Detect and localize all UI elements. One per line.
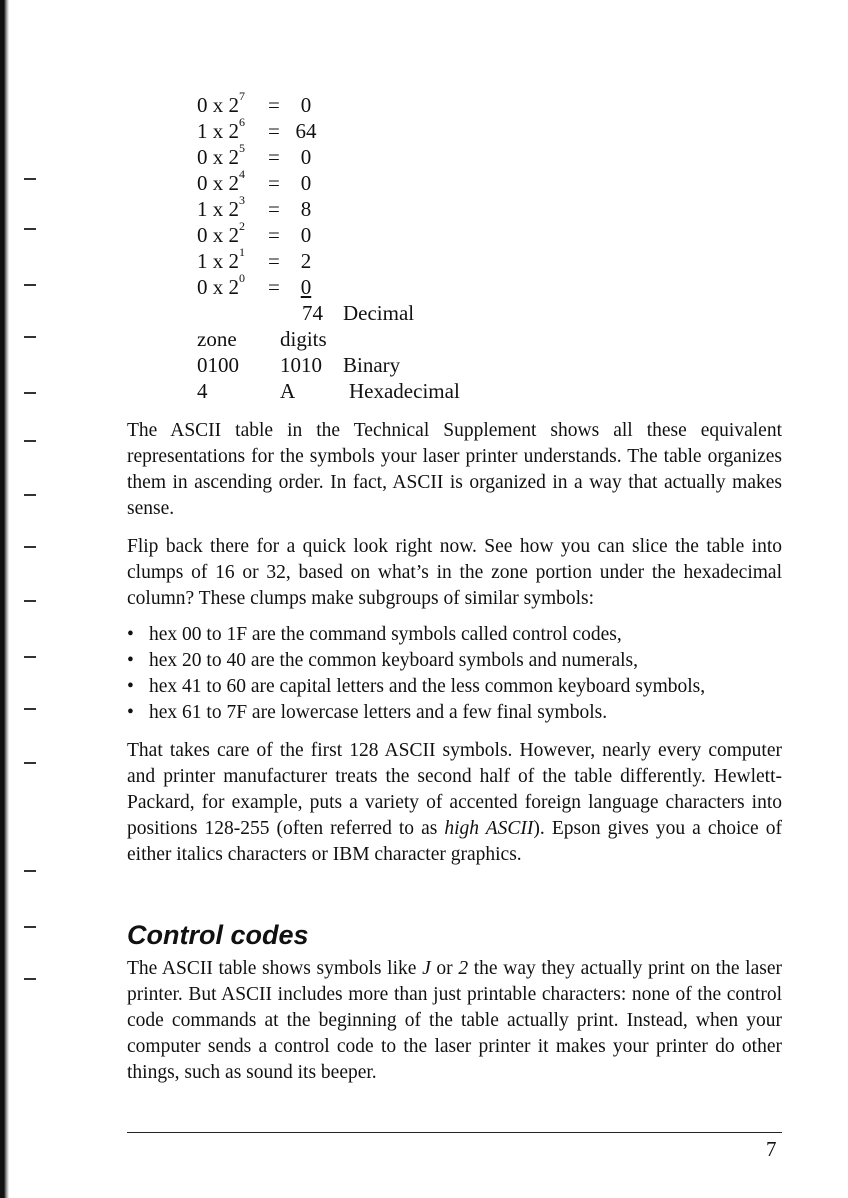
term-base: 0 x 2 — [197, 171, 239, 195]
text-run: or — [430, 958, 459, 979]
term-base: 1 x 2 — [197, 249, 239, 273]
margin-mark — [24, 978, 36, 980]
hex-range-list — [127, 622, 787, 726]
term-base: 1 x 2 — [197, 197, 239, 221]
power-term — [197, 193, 245, 222]
list-item: • hex 41 to 60 are capital letters and the less common keyboard symbols, — [127, 674, 787, 700]
equals-sign: = — [268, 119, 280, 143]
margin-mark — [24, 762, 36, 764]
term-exponent: 0 — [239, 271, 245, 285]
equals-sign: = — [268, 171, 280, 195]
margin-mark — [24, 284, 36, 286]
margin-mark — [24, 178, 36, 180]
term-exponent: 7 — [239, 89, 245, 103]
decimal-total: 74 — [302, 301, 323, 325]
power-term — [197, 167, 245, 196]
term-value: 64 — [295, 119, 317, 143]
power-term — [197, 89, 245, 118]
text-run: the way they actually print on the laser printer. But ASCII includes more than just printable characters: none of the control code commands at the beginning of the table actually print. Instead, when your computer sends a control code to the laser printer it makes your printer do other things, such as sound its beeper. — [127, 958, 782, 1083]
page-binding-edge — [0, 0, 9, 1198]
term-base: 0 x 2 — [197, 93, 239, 117]
term-exponent: 1 — [239, 245, 245, 259]
hex-label: Hexadecimal — [349, 379, 460, 403]
power-term — [197, 245, 245, 274]
term-base: 0 x 2 — [197, 275, 239, 299]
term-exponent: 2 — [239, 219, 245, 233]
term-value: 2 — [300, 249, 312, 273]
list-item: • hex 61 to 7F are lowercase letters and a few final symbols. — [127, 700, 787, 726]
term-value: 0 — [300, 275, 312, 299]
margin-mark — [24, 494, 36, 496]
power-term — [197, 141, 245, 170]
term-exponent: 5 — [239, 141, 245, 155]
margin-mark — [24, 392, 36, 394]
paragraph-flip-back: Flip back there for a quick look right now. See how you can slice the table into clumps of 16 or 32, based on what’s in the zone portion under the hexadecimal column? These clumps make subgroups of similar symbols: — [127, 536, 782, 609]
margin-mark — [24, 926, 36, 928]
binary-label: Binary — [343, 353, 401, 377]
binary-zone: 0100 — [197, 353, 239, 377]
term-value: 0 — [300, 171, 312, 195]
power-term — [197, 271, 245, 300]
margin-mark — [24, 546, 36, 548]
equals-sign: = — [268, 249, 280, 273]
digits-header: digits — [280, 327, 327, 351]
emphasis-symbol: 2 — [458, 958, 469, 979]
paragraph-ascii-table: The ASCII table in the Technical Supplement shows all these equivalent representations for the symbols your laser printer understands. The table organizes them in ascending order. In fact, ASCII is organized in a way that actually makes sense. — [127, 420, 782, 519]
term-base: 0 x 2 — [197, 223, 239, 247]
text-run: That takes care of the first 128 ASCII symbols. However, nearly every computer and printer manufacturer treats the second half of the table differently. Hewlett-Packard, for example, puts a variety of accented foreign language characters into positions 128-255 (often referred to as — [127, 740, 782, 839]
term-value: 0 — [300, 145, 312, 169]
margin-mark — [24, 336, 36, 338]
emphasis-high-ascii: high ASCII — [444, 818, 534, 839]
list-item: • hex 20 to 40 are the common keyboard symbols and numerals, — [127, 648, 787, 674]
term-exponent: 3 — [239, 193, 245, 207]
margin-mark — [24, 228, 36, 230]
decimal-label: Decimal — [343, 301, 415, 325]
section-heading: Control codes — [127, 920, 309, 950]
text-run: ). Epson gives you a choice of either italics characters or IBM character graphics. — [127, 818, 782, 865]
term-value: 0 — [300, 223, 312, 247]
equals-sign: = — [268, 197, 280, 221]
hex-digits: A — [280, 379, 296, 403]
power-term — [197, 115, 245, 144]
paragraph-first-128 — [127, 738, 782, 868]
term-base: 0 x 2 — [197, 145, 239, 169]
emphasis-symbol: J — [422, 958, 431, 979]
equals-sign: = — [268, 223, 280, 247]
term-exponent: 6 — [239, 115, 245, 129]
zone-header: zone — [197, 327, 237, 351]
footer-rule — [127, 1132, 782, 1133]
binary-digits: 1010 — [280, 353, 322, 377]
page-number: 7 — [766, 1137, 777, 1161]
term-value: 8 — [300, 197, 312, 221]
margin-mark — [24, 440, 36, 442]
text-run: The ASCII table shows symbols like — [127, 958, 423, 979]
margin-mark — [24, 656, 36, 658]
margin-mark — [24, 708, 36, 710]
term-value: 0 — [300, 93, 312, 117]
equals-sign: = — [268, 93, 280, 117]
power-term — [197, 219, 245, 248]
paragraph-control-codes — [127, 956, 782, 1086]
equals-sign: = — [268, 275, 280, 299]
margin-mark — [24, 870, 36, 872]
hex-zone: 4 — [197, 379, 208, 403]
term-exponent: 4 — [239, 167, 245, 181]
equals-sign: = — [268, 145, 280, 169]
margin-mark — [24, 600, 36, 602]
list-item: • hex 00 to 1F are the command symbols called control codes, — [127, 622, 787, 648]
term-base: 1 x 2 — [197, 119, 239, 143]
